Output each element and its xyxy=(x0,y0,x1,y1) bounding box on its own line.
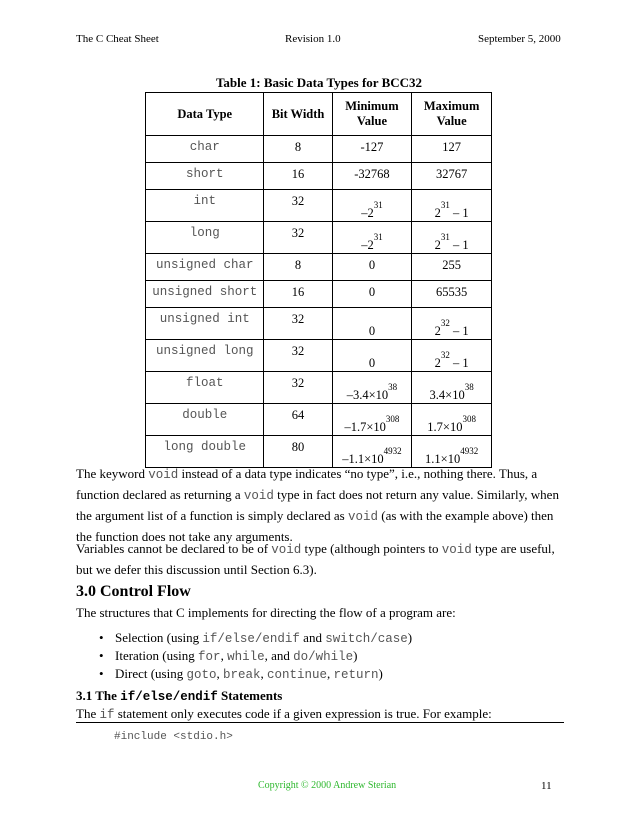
type-cell: int xyxy=(146,190,264,222)
bits-cell: 32 xyxy=(264,308,332,340)
max-cell: 65535 xyxy=(412,281,492,308)
table-row xyxy=(146,340,492,372)
header-revision: Revision 1.0 xyxy=(285,33,341,45)
bits-cell: 32 xyxy=(264,190,332,222)
section-heading: 3.0 Control Flow xyxy=(76,583,191,600)
min-cell: $-2^{31}$ xyxy=(332,190,412,222)
bits-cell: 32 xyxy=(264,340,332,372)
bits-cell: 32 xyxy=(264,372,332,404)
min-cell: 0 xyxy=(332,340,412,372)
header-date: September 5, 2000 xyxy=(478,33,561,45)
min-cell: 0 xyxy=(332,281,412,308)
table-row xyxy=(146,163,492,190)
list-item: • Selection (using if/else/endif and switch/case) xyxy=(99,630,413,646)
bits-cell: 32 xyxy=(264,222,332,254)
page-number: 11 xyxy=(541,780,552,792)
table-row xyxy=(146,136,492,163)
bits-cell: 16 xyxy=(264,281,332,308)
min-cell: 0 xyxy=(332,308,412,340)
min-cell: -32768 xyxy=(332,163,412,190)
column-header: Minimum Value xyxy=(332,93,412,136)
max-cell: 255 xyxy=(412,254,492,281)
max-cell: $2^{32} - 1$ xyxy=(412,308,492,340)
void-variables-paragraph: Variables cannot be declared to be of void type (although pointers to void type are useful, but we defer this discussion until Section 6.3). xyxy=(76,541,555,577)
max-cell: $2^{32} - 1$ xyxy=(412,340,492,372)
subsection-heading: 3.1 The if/else/endif Statements xyxy=(76,688,283,704)
column-header: Data Type xyxy=(146,93,264,136)
bits-cell: 16 xyxy=(264,163,332,190)
table-row xyxy=(146,281,492,308)
type-cell: long double xyxy=(146,436,264,468)
max-cell: 127 xyxy=(412,136,492,163)
bits-cell: 80 xyxy=(264,436,332,468)
table-row xyxy=(146,254,492,281)
bits-cell: 8 xyxy=(264,136,332,163)
code-divider xyxy=(76,722,564,723)
table-row xyxy=(146,308,492,340)
footer-copyright: Copyright © 2000 Andrew Sterian xyxy=(258,780,397,791)
table-row xyxy=(146,222,492,254)
min-cell: -127 xyxy=(332,136,412,163)
type-cell: char xyxy=(146,136,264,163)
column-header: Maximum Value xyxy=(412,93,492,136)
min-cell: 0 xyxy=(332,254,412,281)
type-cell: unsigned long xyxy=(146,340,264,372)
void-paragraph: The keyword void instead of a data type indicates “no type”, i.e., nothing there. Thus, a function declared as returning a void type in fact does not return any value. Similarly, when the argument list of a function is simply declared as void (as with the example above) then the function does not take any arguments. xyxy=(76,466,559,544)
max-cell: 32767 xyxy=(412,163,492,190)
max-cell: $1.7\times 10^{308}$ xyxy=(412,404,492,436)
min-cell: $-2^{31}$ xyxy=(332,222,412,254)
type-cell: long xyxy=(146,222,264,254)
type-cell: unsigned char xyxy=(146,254,264,281)
data-types-table xyxy=(145,92,492,468)
type-cell: short xyxy=(146,163,264,190)
column-header: Bit Width xyxy=(264,93,332,136)
list-item: • Iteration (using for, while, and do/while) xyxy=(99,648,358,664)
header-title: The C Cheat Sheet xyxy=(76,33,159,45)
max-cell: $2^{31} - 1$ xyxy=(412,190,492,222)
min-cell: $-3.4\times 10^{38}$ xyxy=(332,372,412,404)
type-cell: unsigned short xyxy=(146,281,264,308)
table-row xyxy=(146,436,492,468)
section-intro: The structures that C implements for directing the flow of a program are: xyxy=(76,605,456,620)
table-title: Table 1: Basic Data Types for BCC32 xyxy=(215,75,423,90)
table-row xyxy=(146,372,492,404)
max-cell: $3.4\times 10^{38}$ xyxy=(412,372,492,404)
if-description: The if statement only executes code if a given expression is true. For example: xyxy=(76,706,492,722)
max-cell: $1.1\times 10^{4932}$ xyxy=(412,436,492,468)
code-sample: #include <stdio.h> xyxy=(114,731,233,743)
type-cell: unsigned int xyxy=(146,308,264,340)
table-header-row xyxy=(146,93,492,136)
table-row xyxy=(146,404,492,436)
table-row xyxy=(146,190,492,222)
max-cell: $2^{31} - 1$ xyxy=(412,222,492,254)
type-cell: float xyxy=(146,372,264,404)
min-cell: $-1.1\times 10^{4932}$ xyxy=(332,436,412,468)
type-cell: double xyxy=(146,404,264,436)
bits-cell: 8 xyxy=(264,254,332,281)
min-cell: $-1.7\times 10^{308}$ xyxy=(332,404,412,436)
bits-cell: 64 xyxy=(264,404,332,436)
list-item: • Direct (using goto, break, continue, return) xyxy=(99,666,383,682)
